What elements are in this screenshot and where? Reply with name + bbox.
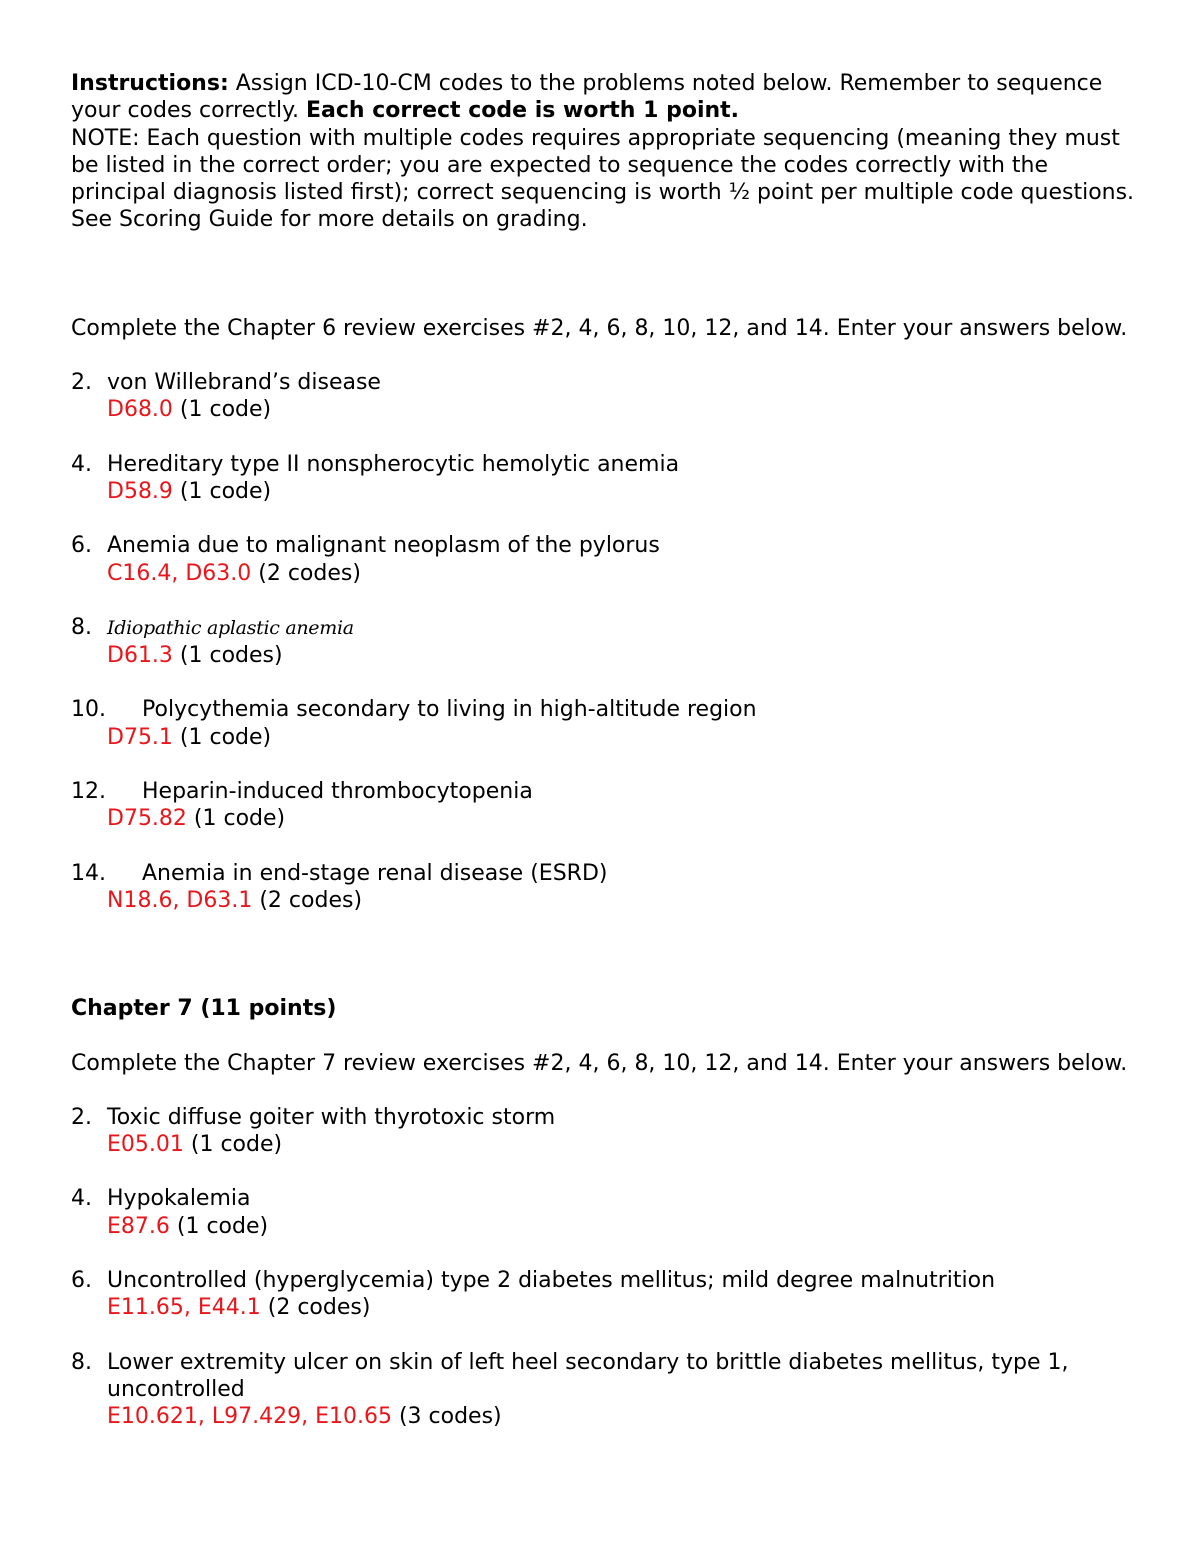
chapter6-question-8 <box>71 614 1141 670</box>
answer-line <box>71 560 1141 587</box>
code-count: (1 code) <box>172 397 272 423</box>
code-count: (1 code) <box>186 806 286 832</box>
answer-line <box>71 1213 1141 1240</box>
instructions-text: Assign ICD-10-CM codes to the problems noted below. Remember to sequence your codes correctly. <box>71 71 1103 124</box>
question-text: Anemia in end-stage renal disease (ESRD) <box>142 860 608 886</box>
question-number: 4. <box>71 451 92 477</box>
code-count: (2 codes) <box>260 1295 371 1321</box>
document-page <box>71 70 1141 1431</box>
question-number: 6. <box>71 1268 92 1294</box>
chapter6-question-12 <box>71 778 1141 833</box>
code-count: (3 codes) <box>391 1404 502 1430</box>
instructions-note: NOTE: Each question with multiple codes requires appropriate sequencing (meaning they must be listed in the correct order; you are expected to sequence the codes correctly with the principal diagnosis listed first); correct sequencing is worth ½ point per multiple code questions. See Scoring Guide for more details on grading. <box>71 125 1135 233</box>
instructions-point-value: Each correct code is worth 1 point. <box>306 98 740 124</box>
answer-codes: E05.01 <box>107 1132 184 1158</box>
chapter7-title: Chapter 7 (11 points) <box>71 996 337 1022</box>
answer-codes: D58.9 <box>107 478 173 504</box>
chapter6-question-2 <box>71 369 1141 424</box>
question-text: von Willebrand’s disease <box>107 370 381 396</box>
answer-line <box>71 1403 1141 1430</box>
chapter7-question-8 <box>71 1349 1141 1431</box>
answer-codes: D75.1 <box>107 724 173 750</box>
instructions-label: Instructions: <box>71 71 229 96</box>
chapter6-question-6 <box>71 532 1141 587</box>
question-number: 14. <box>71 860 106 886</box>
answer-codes: E87.6 <box>107 1213 170 1239</box>
chapter6-question-10 <box>71 696 1141 751</box>
chapter7-question-6 <box>71 1267 1141 1322</box>
chapter6-intro: Complete the Chapter 6 review exercises #2, 4, 6, 8, 10, 12, and 14. Enter your answers below. <box>71 315 1128 341</box>
chapter6-question-4 <box>71 451 1141 506</box>
code-count: (1 code) <box>183 1132 283 1158</box>
answer-line <box>71 724 1141 751</box>
question-text: Hypokalemia <box>107 1186 251 1212</box>
question-text: Idiopathic aplastic anemia <box>107 616 354 639</box>
question-text: Polycythemia secondary to living in high-altitude region <box>142 697 757 723</box>
question-number: 2. <box>71 1104 92 1130</box>
chapter7-question-4 <box>71 1185 1141 1240</box>
code-count: (2 codes) <box>251 560 361 586</box>
answer-line <box>71 478 1141 505</box>
chapter6-question-14 <box>71 860 1141 915</box>
question-number: 8. <box>71 1349 92 1375</box>
question-text: Toxic diffuse goiter with thyrotoxic storm <box>107 1104 556 1130</box>
question-text: Lower extremity ulcer on skin of left heel secondary to brittle diabetes mellitus, type 1, uncontrolled <box>107 1349 1069 1402</box>
question-number: 12. <box>71 779 106 805</box>
code-count: (2 codes) <box>252 887 363 913</box>
question-number: 2. <box>71 370 92 396</box>
answer-line <box>71 642 1141 669</box>
answer-line <box>71 1294 1141 1321</box>
answer-codes: N18.6, D63.1 <box>107 887 253 913</box>
chapter7-question-2 <box>71 1104 1141 1159</box>
question-number: 6. <box>71 533 92 559</box>
code-count: (1 code) <box>169 1213 269 1239</box>
question-text: Anemia due to malignant neoplasm of the pylorus <box>107 533 660 559</box>
answer-line <box>71 805 1141 832</box>
answer-codes: D68.0 <box>107 397 173 423</box>
answer-codes: E11.65, E44.1 <box>107 1295 261 1321</box>
instructions-paragraph <box>71 70 1141 125</box>
answer-line <box>71 887 1141 914</box>
question-number: 8. <box>71 614 92 640</box>
answer-codes: D75.82 <box>107 806 187 832</box>
question-text: Heparin-induced thrombocytopenia <box>142 779 533 805</box>
code-count: (1 code) <box>172 724 272 750</box>
question-text: Uncontrolled (hyperglycemia) type 2 diabetes mellitus; mild degree malnutrition <box>107 1268 996 1294</box>
answer-codes: D61.3 <box>107 643 173 669</box>
question-number: 4. <box>71 1186 92 1212</box>
code-count: (1 codes) <box>172 643 283 669</box>
code-count: (1 code) <box>172 478 272 504</box>
question-number: 10. <box>71 697 106 723</box>
answer-line <box>71 1131 1141 1158</box>
chapter7-intro: Complete the Chapter 7 review exercises #2, 4, 6, 8, 10, 12, and 14. Enter your answers below. <box>71 1050 1128 1076</box>
question-text: Hereditary type II nonspherocytic hemolytic anemia <box>107 451 680 477</box>
answer-codes: C16.4, D63.0 <box>107 560 252 586</box>
answer-line <box>71 396 1141 423</box>
answer-codes: E10.621, L97.429, E10.65 <box>107 1404 392 1430</box>
